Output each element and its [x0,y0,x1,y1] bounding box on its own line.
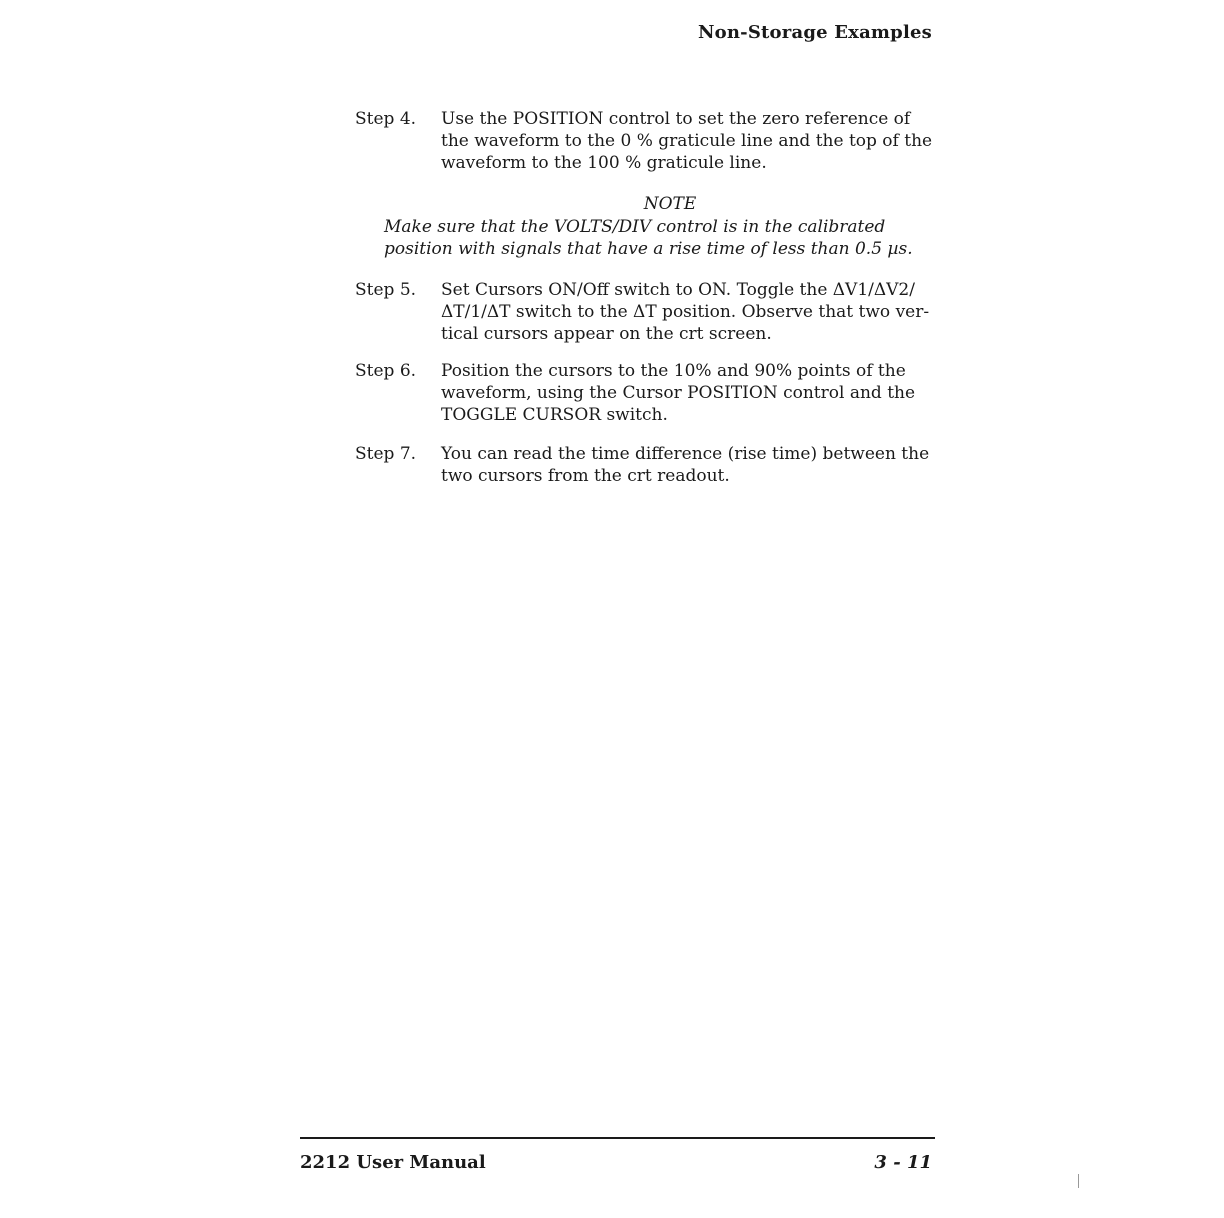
scan-edge-mark [1078,1174,1079,1188]
footer-page-number: 3 - 11 [874,1152,932,1173]
footer-rule [300,1137,935,1139]
step-label: Step 6. [355,361,417,381]
step-text: Use the POSITION control to set the zero reference of the waveform to the 0 % graticule line and the top of the waveform to the 100 % graticule line. [441,109,933,173]
step-5 [355,279,940,345]
step-4 [355,108,940,174]
step-label: Step 7. [355,444,417,464]
step-text: Position the cursors to the 10% and 90% points of the waveform, using the Cursor POSITION control and the TOGGLE CURSOR switch. [441,361,916,425]
step-text: You can read the time difference (rise time) between the two cursors from the crt readout. [441,444,930,486]
page-header: Non-Storage Examples [698,22,932,43]
step-label: Step 5. [355,280,417,300]
footer-manual-title: 2212 User Manual [300,1152,486,1173]
step-6 [355,360,940,426]
note-body: Make sure that the VOLTS/DIV control is in the calibrated position with signals that have a rise time of less than 0.5 µs. [384,217,913,259]
step-text: Set Cursors ON/Off switch to ON. Toggle the ΔV1/ΔV2/ ΔT/1/ΔT switch to the ΔT position. Observe that two ver- tical cursors appear on the crt screen. [441,280,930,344]
note-title: NOTE [643,194,697,214]
step-label: Step 4. [355,109,417,129]
step-7 [355,443,940,487]
